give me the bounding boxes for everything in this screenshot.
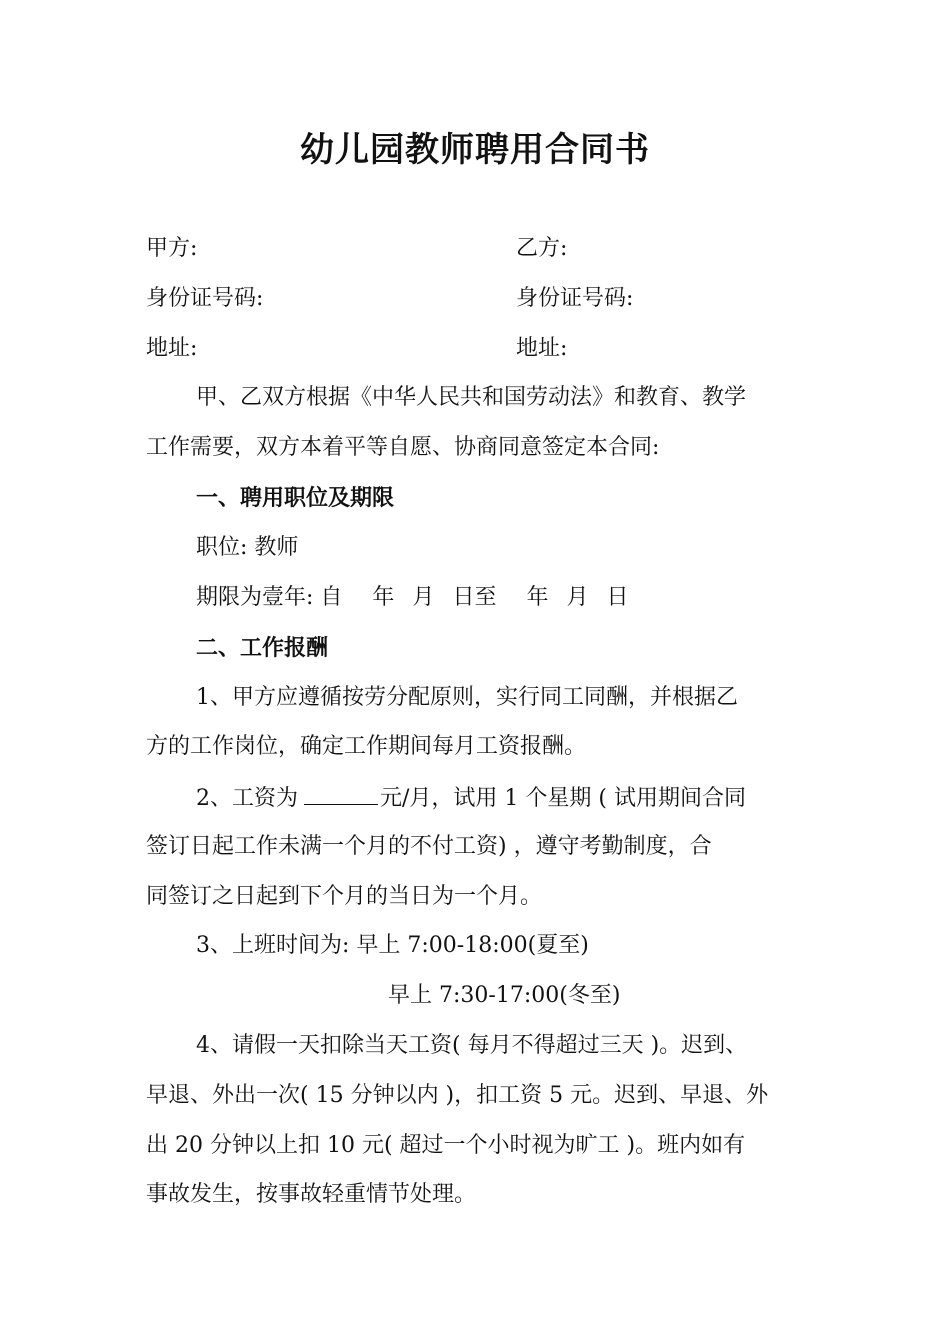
salary-blank[interactable] <box>304 782 378 805</box>
item-2-line-3: 同签订之日起到下个月的当日为一个月。 <box>146 884 543 909</box>
term-start-year: 年 <box>372 585 395 610</box>
item-3-line-2: 早上 7:30-17:00(冬至) <box>388 983 621 1008</box>
term-start-day-to: 日至 <box>452 585 497 610</box>
section-2-heading: 二、工作报酬 <box>196 635 329 661</box>
party-b-label: 乙方: <box>516 236 568 261</box>
party-b-address-label: 地址: <box>516 336 568 361</box>
item-4-line-1: 4、请假一天扣除当天工资( 每月不得超过三天 )。迟到、 <box>196 1033 748 1058</box>
party-a-id-label: 身份证号码: <box>146 286 264 311</box>
term-prefix: 期限为壹年: 自 <box>196 585 343 610</box>
item-1-line-2: 方的工作岗位，确定工作期间每月工资报酬。 <box>146 734 587 759</box>
term-start-month: 月 <box>412 585 435 610</box>
salary-prefix: 2、工资为 <box>196 786 298 811</box>
item-2-line-1 <box>196 782 746 814</box>
term-end-year: 年 <box>526 585 549 610</box>
item-4-line-4: 事故发生，按事故轻重情节处理。 <box>146 1182 477 1207</box>
term-end-day: 日 <box>606 585 629 610</box>
salary-suffix: 元/月，试用 1 个星期 ( 试用期间合同 <box>380 786 746 811</box>
document-title: 幼儿园教师聘用合同书 <box>300 130 650 170</box>
party-b-id-label: 身份证号码: <box>516 286 634 311</box>
item-3-line-1: 3、上班时间为: 早上 7:00-18:00(夏至) <box>196 933 589 958</box>
intro-line-2: 工作需要，双方本着平等自愿、协商同意签定本合同: <box>146 435 660 460</box>
term-line <box>196 583 629 613</box>
party-a-address-label: 地址: <box>146 336 198 361</box>
item-2-line-2: 签订日起工作未满一个月的不付工资) ，遵守考勤制度，合 <box>146 834 712 859</box>
intro-line-1: 甲、乙双方根据《中华人民共和国劳动法》和教育、教学 <box>196 385 747 410</box>
term-end-month: 月 <box>566 585 589 610</box>
section-1-heading: 一、聘用职位及期限 <box>196 485 395 511</box>
item-4-line-2: 早退、外出一次( 15 分钟以内 )，扣工资 5 元。迟到、早退、外 <box>146 1083 769 1108</box>
item-1-line-1: 1、甲方应遵循按劳分配原则，实行同工同酬，并根据乙 <box>196 685 738 710</box>
party-a-label: 甲方: <box>146 236 198 261</box>
position-line: 职位: 教师 <box>196 535 299 560</box>
item-4-line-3: 出 20 分钟以上扣 10 元( 超过一个小时视为旷工 )。班内如有 <box>146 1133 746 1158</box>
